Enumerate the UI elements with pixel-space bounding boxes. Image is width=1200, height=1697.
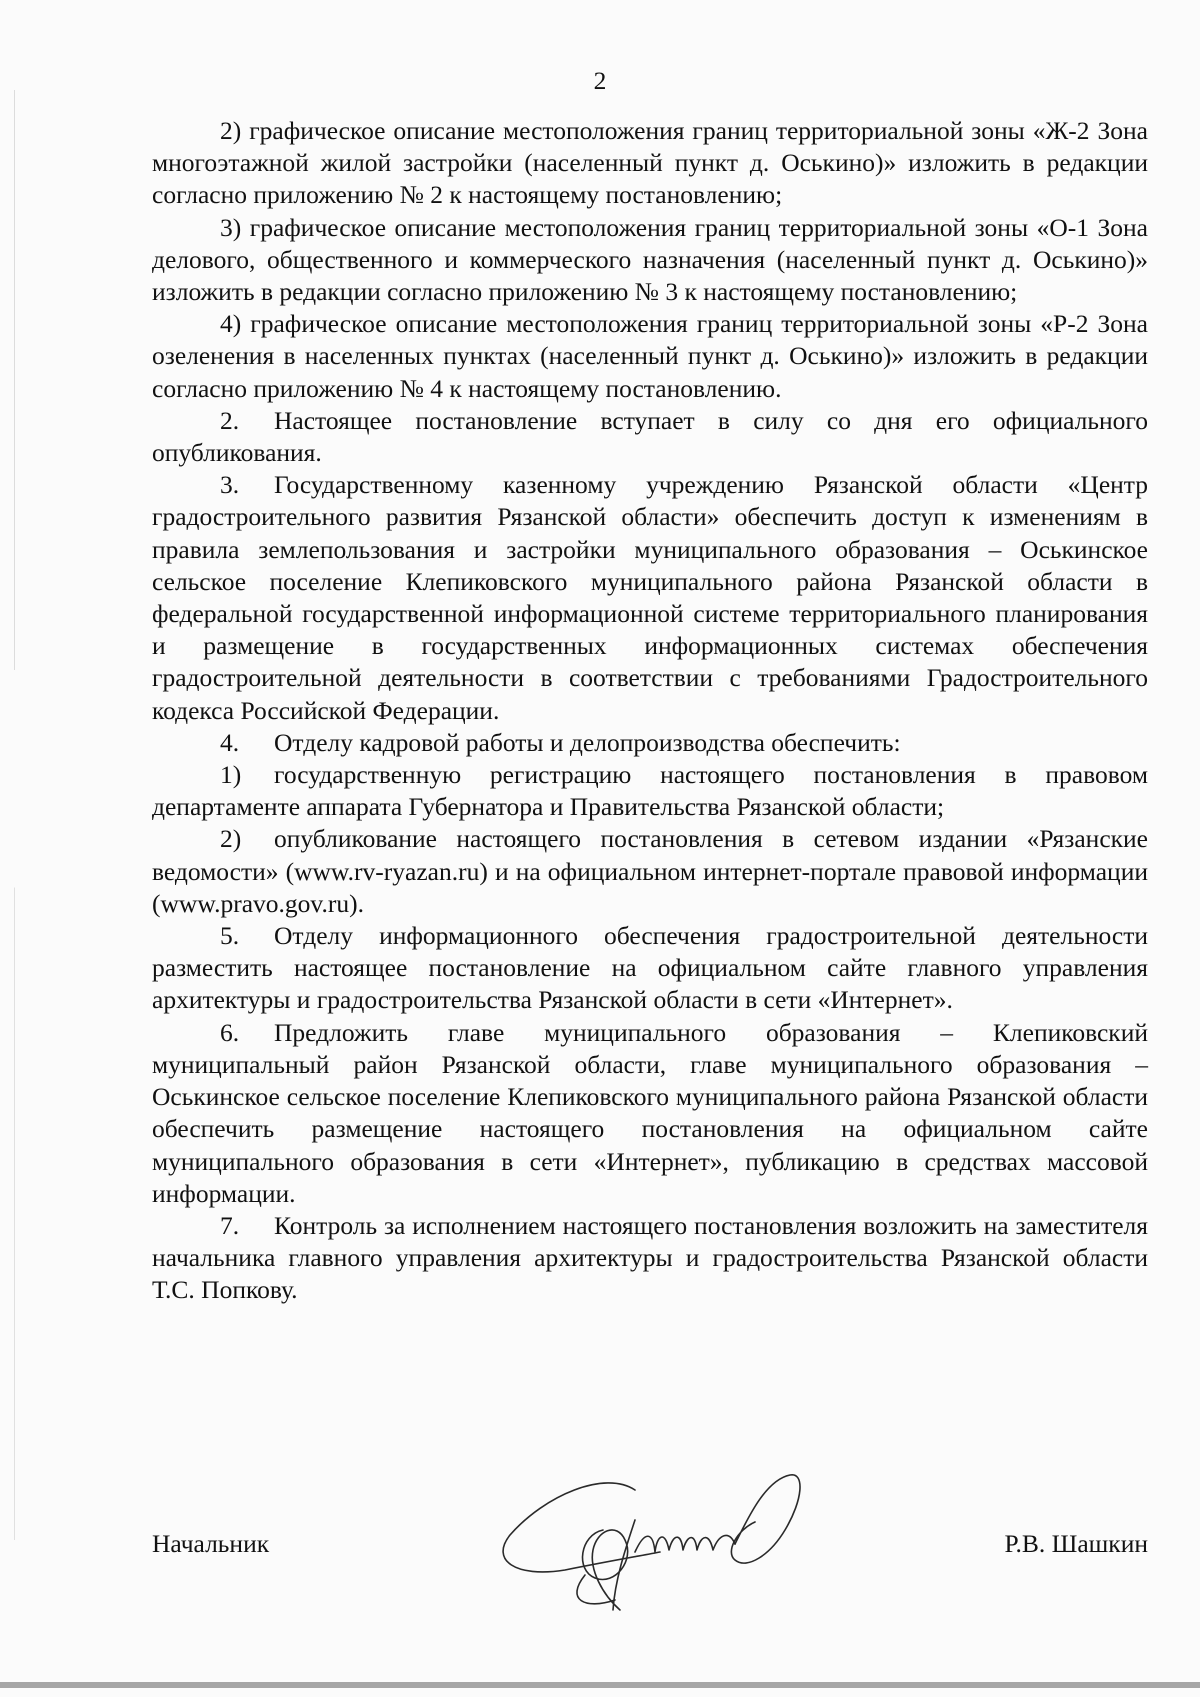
scan-edge-bottom	[0, 1682, 1200, 1688]
scan-edge-left	[14, 90, 15, 1540]
paragraph: 2) опубликование настоящего постановления в сетевом издании «Рязанские ведомости» (www.rv-ryazan.ru) и на официальном интернет-портале правовой информации (www.pravo.gov.ru).	[152, 824, 1148, 918]
paragraph: 3. Государственному казенному учреждению Рязанской области «Центр градостроительного развития Рязанской области» обеспечить доступ к изменениям в правила землепользования и застройки муниципального образования – Оськинское сельское поселение Клепиковского муниципального района Рязанской области в федеральной государственной информационной системе территориального планирования и размещение в государственных информационных системах обеспечения градостроительной деятельности в соответствии с требованиями Градостроительного кодекса Российской Федерации.	[152, 470, 1148, 725]
signatory-name: Р.В. Шашкин	[1004, 1529, 1148, 1558]
document-body	[152, 115, 1148, 1307]
item-number: 7.	[220, 1210, 240, 1240]
item-number: 2.	[220, 405, 240, 435]
paragraph: 1) государственную регистрацию настоящего постановления в правовом департаменте аппарата Губернатора и Правительства Рязанской области;	[152, 760, 1148, 822]
page-number: 2	[593, 66, 607, 95]
signatory-position: Начальник	[152, 1529, 270, 1558]
item-number: 6.	[220, 1017, 240, 1047]
paragraph: 7. Контроль за исполнением настоящего постановления возложить на заместителя начальника главного управления архитектуры и градостроительства Рязанской области Т.С. Попкову.	[152, 1210, 1148, 1305]
paragraph: 5. Отделу информационного обеспечения градостроительной деятельности разместить настоящее постановление на официальном сайте главного управления архитектуры и градостроительства Рязанской области в сети «Интернет».	[152, 921, 1148, 1015]
item-number: 5.	[220, 921, 240, 951]
item-number: 3.	[220, 470, 240, 500]
handwritten-signature	[485, 1460, 825, 1620]
paragraph: 6. Предложить главе муниципального образования – Клепиковский муниципальный район Рязанской области, главе муниципального образования – Оськинское сельское поселение Клепиковского муниципального района Рязанской области обеспечить размещение настоящего постановления на официальном сайте муниципального образования в сети «Интернет», публикацию в средствах массовой информации.	[152, 1017, 1148, 1208]
paragraph: 4) графическое описание местоположения границ территориальной зоны «Р-2 Зона озеленения в населенных пунктах (населенный пункт д. Оськино)» изложить в редакции согласно приложению № 4 к настоящему постановлению.	[152, 309, 1148, 403]
item-number: 4.	[220, 727, 240, 757]
paragraph: 2) графическое описание местоположения границ территориальной зоны «Ж-2 Зона многоэтажной жилой застройки (населенный пункт д. Оськино)» изложить в редакции согласно приложению № 2 к настоящему постановлению;	[152, 116, 1148, 210]
paragraph: 4. Отделу кадровой работы и делопроизводства обеспечить:	[152, 727, 1148, 759]
item-number: 1)	[220, 760, 242, 790]
paragraph: 3) графическое описание местоположения границ территориальной зоны «О-1 Зона делового, общественного и коммерческого назначения (населенный пункт д. Оськино)» изложить в редакции согласно приложению № 3 к настоящему постановлению;	[152, 212, 1148, 307]
item-number: 2)	[220, 824, 242, 854]
paragraph: 2. Настоящее постановление вступает в силу со дня его официального опубликования.	[152, 405, 1148, 468]
